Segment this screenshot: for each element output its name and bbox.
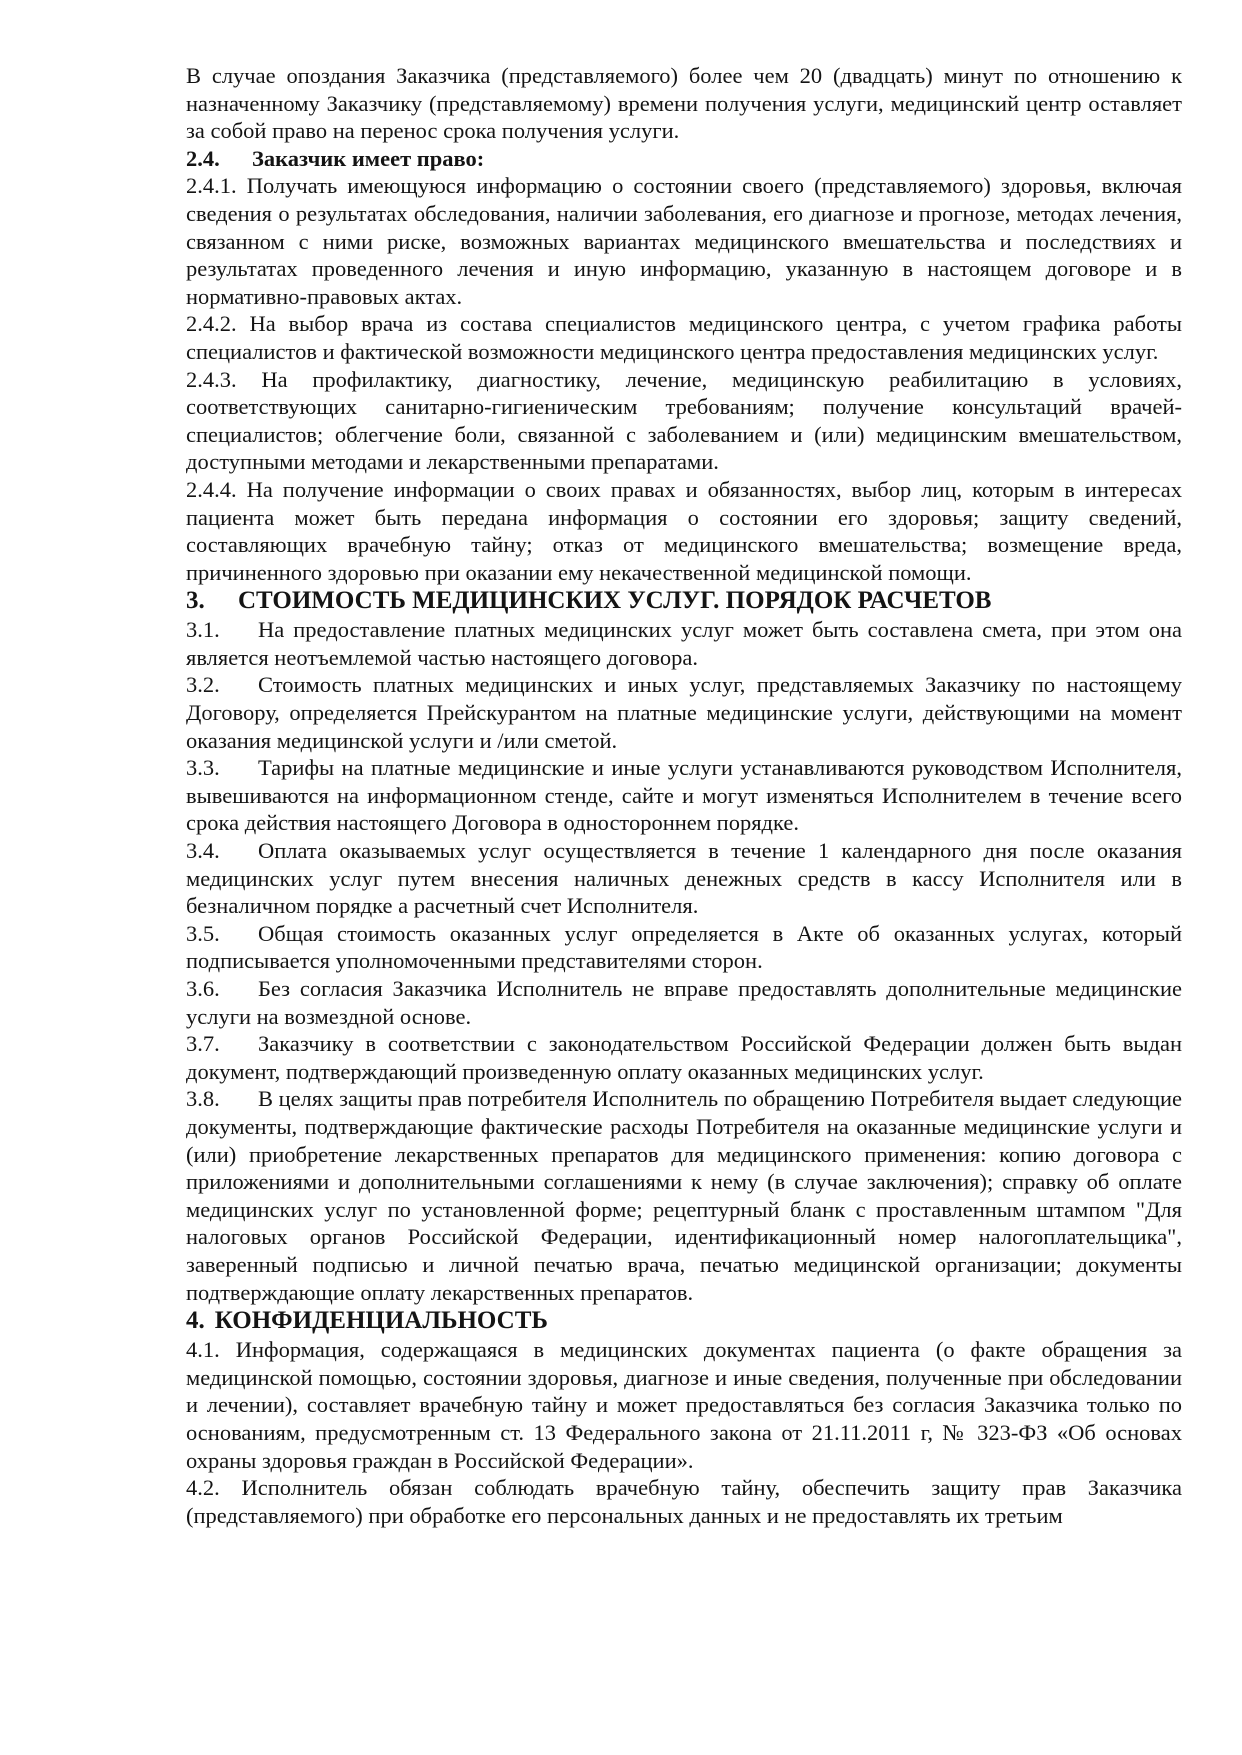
section-3-heading [186, 586, 1182, 616]
clause-3-7 [186, 1030, 1182, 1085]
section-number: 2.4. [186, 145, 220, 171]
clause-3-4 [186, 837, 1182, 920]
section-2-4-heading [186, 145, 1182, 173]
clause-text: В целях защиты прав потребителя Исполнитель по обращению Потребителя выдает следующие документы, подтверждающие фактические расходы Потребителя на оказанные медицинские услуги и (или) приобретение лекарственных препаратов для медицинского применения: копию договора с приложениями и дополнительными соглашениями к нему (в случае заключения); справку об оплате медицинских услуг по установленной форме; рецептурный бланк с проставленным штампом "Для налоговых органов Российской Федерации, идентификационный номер налогоплательщика", заверенный подписью и личной печатью врача, печатью медицинской организации; документы подтверждающие оплату лекарственных препаратов. [186, 1086, 1182, 1305]
section-4-heading [186, 1306, 1182, 1336]
clause-number: 3.7. [186, 1031, 220, 1057]
clause-3-2 [186, 671, 1182, 754]
section-title: Заказчик имеет право: [252, 145, 485, 171]
clause-number: 3.1. [186, 617, 220, 643]
section-number: 4. [186, 1307, 205, 1335]
clause-text: Общая стоимость оказанных услуг определяется в Акте об оказанных услугах, который подписывается уполномоченными представителями сторон. [186, 920, 1182, 974]
clause-3-1 [186, 616, 1182, 671]
clause-text: Тарифы на платные медицинские и иные услуги устанавливаются руководством Исполнителя, вывешиваются на информационном стенде, сайте и могут изменяться Исполнителем в течение всего срока действия настоящего Договора в одностороннем порядке. [186, 755, 1182, 836]
clause-2-4-2: 2.4.2. На выбор врача из состава специалистов медицинского центра, с учетом графика работы специалистов и фактической возможности медицинского центра предоставления медицинских услуг. [186, 311, 1182, 364]
intro-paragraph: В случае опоздания Заказчика (представляемого) более чем 20 (двадцать) минут по отношению к назначенному Заказчику (представляемому) времени получения услуги, медицинский центр оставляет за собой право на перенос срока получения услуги. [186, 63, 1182, 144]
clause-text: Оплата оказываемых услуг осуществляется в течение 1 календарного дня после оказания медицинских услуг путем внесения наличных денежных средств в кассу Исполнителя или в безналичном порядке а расчетный счет Исполнителя. [186, 838, 1182, 919]
document-page [186, 62, 1182, 1529]
clause-text: Стоимость платных медицинских и иных услуг, представляемых Заказчику по настоящему Договору, определяется Прейскурантом на платные медицинские услуги, действующими на момент оказания медицинской услуги и /или сметой. [186, 672, 1182, 753]
clause-number: 3.6. [186, 976, 220, 1001]
clause-number: 3.3. [186, 755, 220, 781]
clause-4-1: 4.1. Информация, содержащаяся в медицинских документах пациента (о факте обращения за медицинской помощью, состоянии здоровья, диагнозе и иные сведения, полученные при обследовании и лечении), составляет врачебную тайну и может предоставляться без согласия Заказчика только по основаниям, предусмотренным ст. 13 Федерального закона от 21.11.2011 г, № 323-ФЗ «Об основах охраны здоровья граждан в Российской Федерации». [186, 1337, 1182, 1473]
section-number: 3. [186, 587, 205, 615]
clause-number: 3.5. [186, 920, 220, 946]
clause-text: Заказчику в соответствии с законодательством Российской Федерации должен быть выдан документ, подтверждающий произведенную оплату оказанных медицинских услуг. [186, 1031, 1182, 1084]
clause-3-8 [186, 1085, 1182, 1306]
clause-number: 3.2. [186, 672, 220, 698]
clause-2-4-3: 2.4.3. На профилактику, диагностику, лечение, медицинскую реабилитацию в условиях, соответствующих санитарно-гигиеническим требованиям; получение консультаций врачей-специалистов; облегчение боли, связанной с заболеванием и (или) медицинским вмешательством, доступными методами и лекарственными препаратами. [186, 366, 1182, 475]
section-title: КОНФИДЕНЦИАЛЬНОСТЬ [214, 1307, 548, 1335]
section-title: СТОИМОСТЬ МЕДИЦИНСКИХ УСЛУГ. ПОРЯДОК РАСЧЕТОВ [238, 587, 992, 615]
clause-2-4-1: 2.4.1. Получать имеющуюся информацию о состоянии своего (представляемого) здоровья, включая сведения о результатах обследования, наличии заболевания, его диагнозе и прогнозе, методах лечения, связанном с ними риске, возможных вариантах медицинского вмешательства и последствиях и результатах проведенного лечения и иную информацию, указанную в настоящем договоре и в нормативно-правовых актах. [186, 173, 1182, 309]
clause-3-5 [186, 920, 1182, 975]
clause-2-4-4: 2.4.4. На получение информации о своих правах и обязанностях, выбор лиц, которым в интересах пациента может быть передана информация о состоянии его здоровья; защиту сведений, составляющих врачебную тайну; отказ от медицинского вмешательства; возмещение вреда, причиненного здоровью при оказании ему некачественной медицинской помощи. [186, 476, 1182, 585]
clause-text: На предоставление платных медицинских услуг может быть составлена смета, при этом она является неотъемлемой частью настоящего договора. [186, 617, 1182, 670]
clause-4-2: 4.2. Исполнитель обязан соблюдать врачебную тайну, обеспечить защиту прав Заказчика (представляемого) при обработке его персональных данных и не предоставлять их третьим [186, 1475, 1182, 1528]
clause-text: Без согласия Заказчика Исполнитель не вправе предоставлять дополнительные медицинские услуги на возмездной основе. [186, 976, 1182, 1029]
clause-3-3 [186, 754, 1182, 837]
clause-number: 3.4. [186, 838, 220, 864]
clause-number: 3.8. [186, 1086, 220, 1112]
clause-3-6 [186, 975, 1182, 1030]
